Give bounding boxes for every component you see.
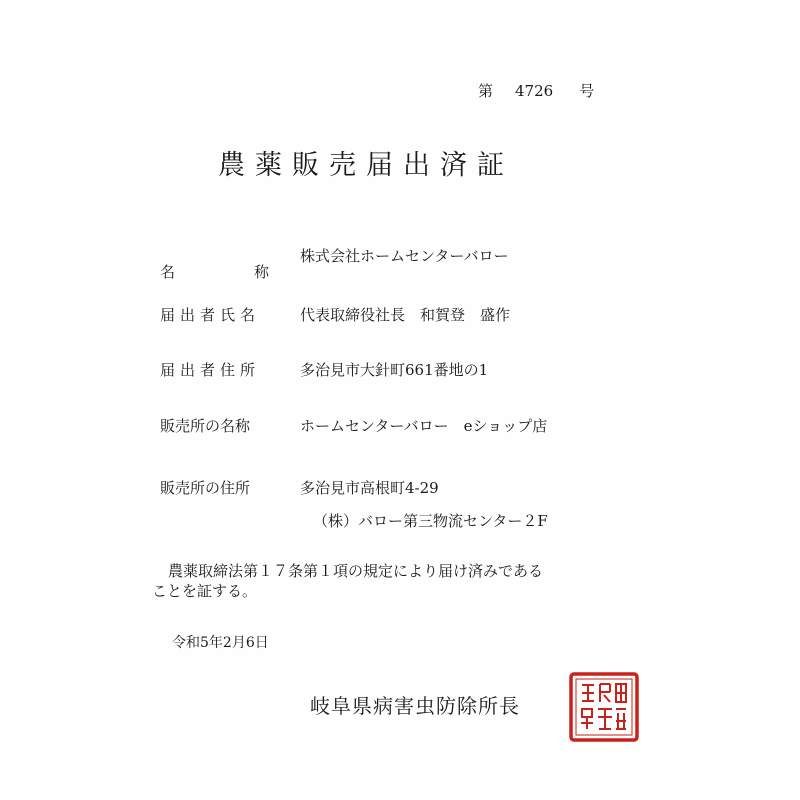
field-label-store-name: 販売所の名称 [160,417,251,435]
certificate-number [478,80,594,101]
field-label-name-part2: 称 [254,263,270,281]
field-row-name [160,245,509,281]
field-value-applicant-address: 多治見市大針町661番地の1 [300,361,489,379]
issue-date: 令和5年2月6日 [172,635,269,651]
field-row-store-address [160,477,439,498]
field-label-applicant-address: 届出者住所 [160,361,261,379]
official-seal-stamp [568,671,640,743]
field-value-store-address: 多治見市高根町4-29 [300,479,439,497]
issuer-title: 岐阜県病害虫防除所長 [310,694,520,718]
field-value-store-name: ホームセンターバロー eショップ店 [300,417,548,435]
certification-statement [152,561,612,601]
statement-line2: ことを証する。 [152,582,258,600]
field-row-store-name [160,415,547,436]
field-label-applicant: 届出者氏名 [160,306,261,324]
statement-line1: 農薬取締法第１７条第１項の規定により届け済みである [168,562,544,580]
field-row-applicant [160,304,510,325]
number-prefix: 第 [478,82,494,100]
field-label-name-part1: 名 [160,263,176,281]
number-value: 4726 [515,82,554,100]
document-title: 農薬販売届出済証 [218,150,514,181]
field-label-store-address: 販売所の住所 [160,479,251,497]
field-value-name: 株式会社ホームセンターバロー [300,247,509,265]
field-row-applicant-address [160,359,488,380]
number-suffix: 号 [579,82,595,100]
field-value-store-address-line2: （株）バロー第三物流センター２F [313,512,548,530]
field-value-applicant: 代表取締役社長 和賀登 盛作 [300,306,511,324]
